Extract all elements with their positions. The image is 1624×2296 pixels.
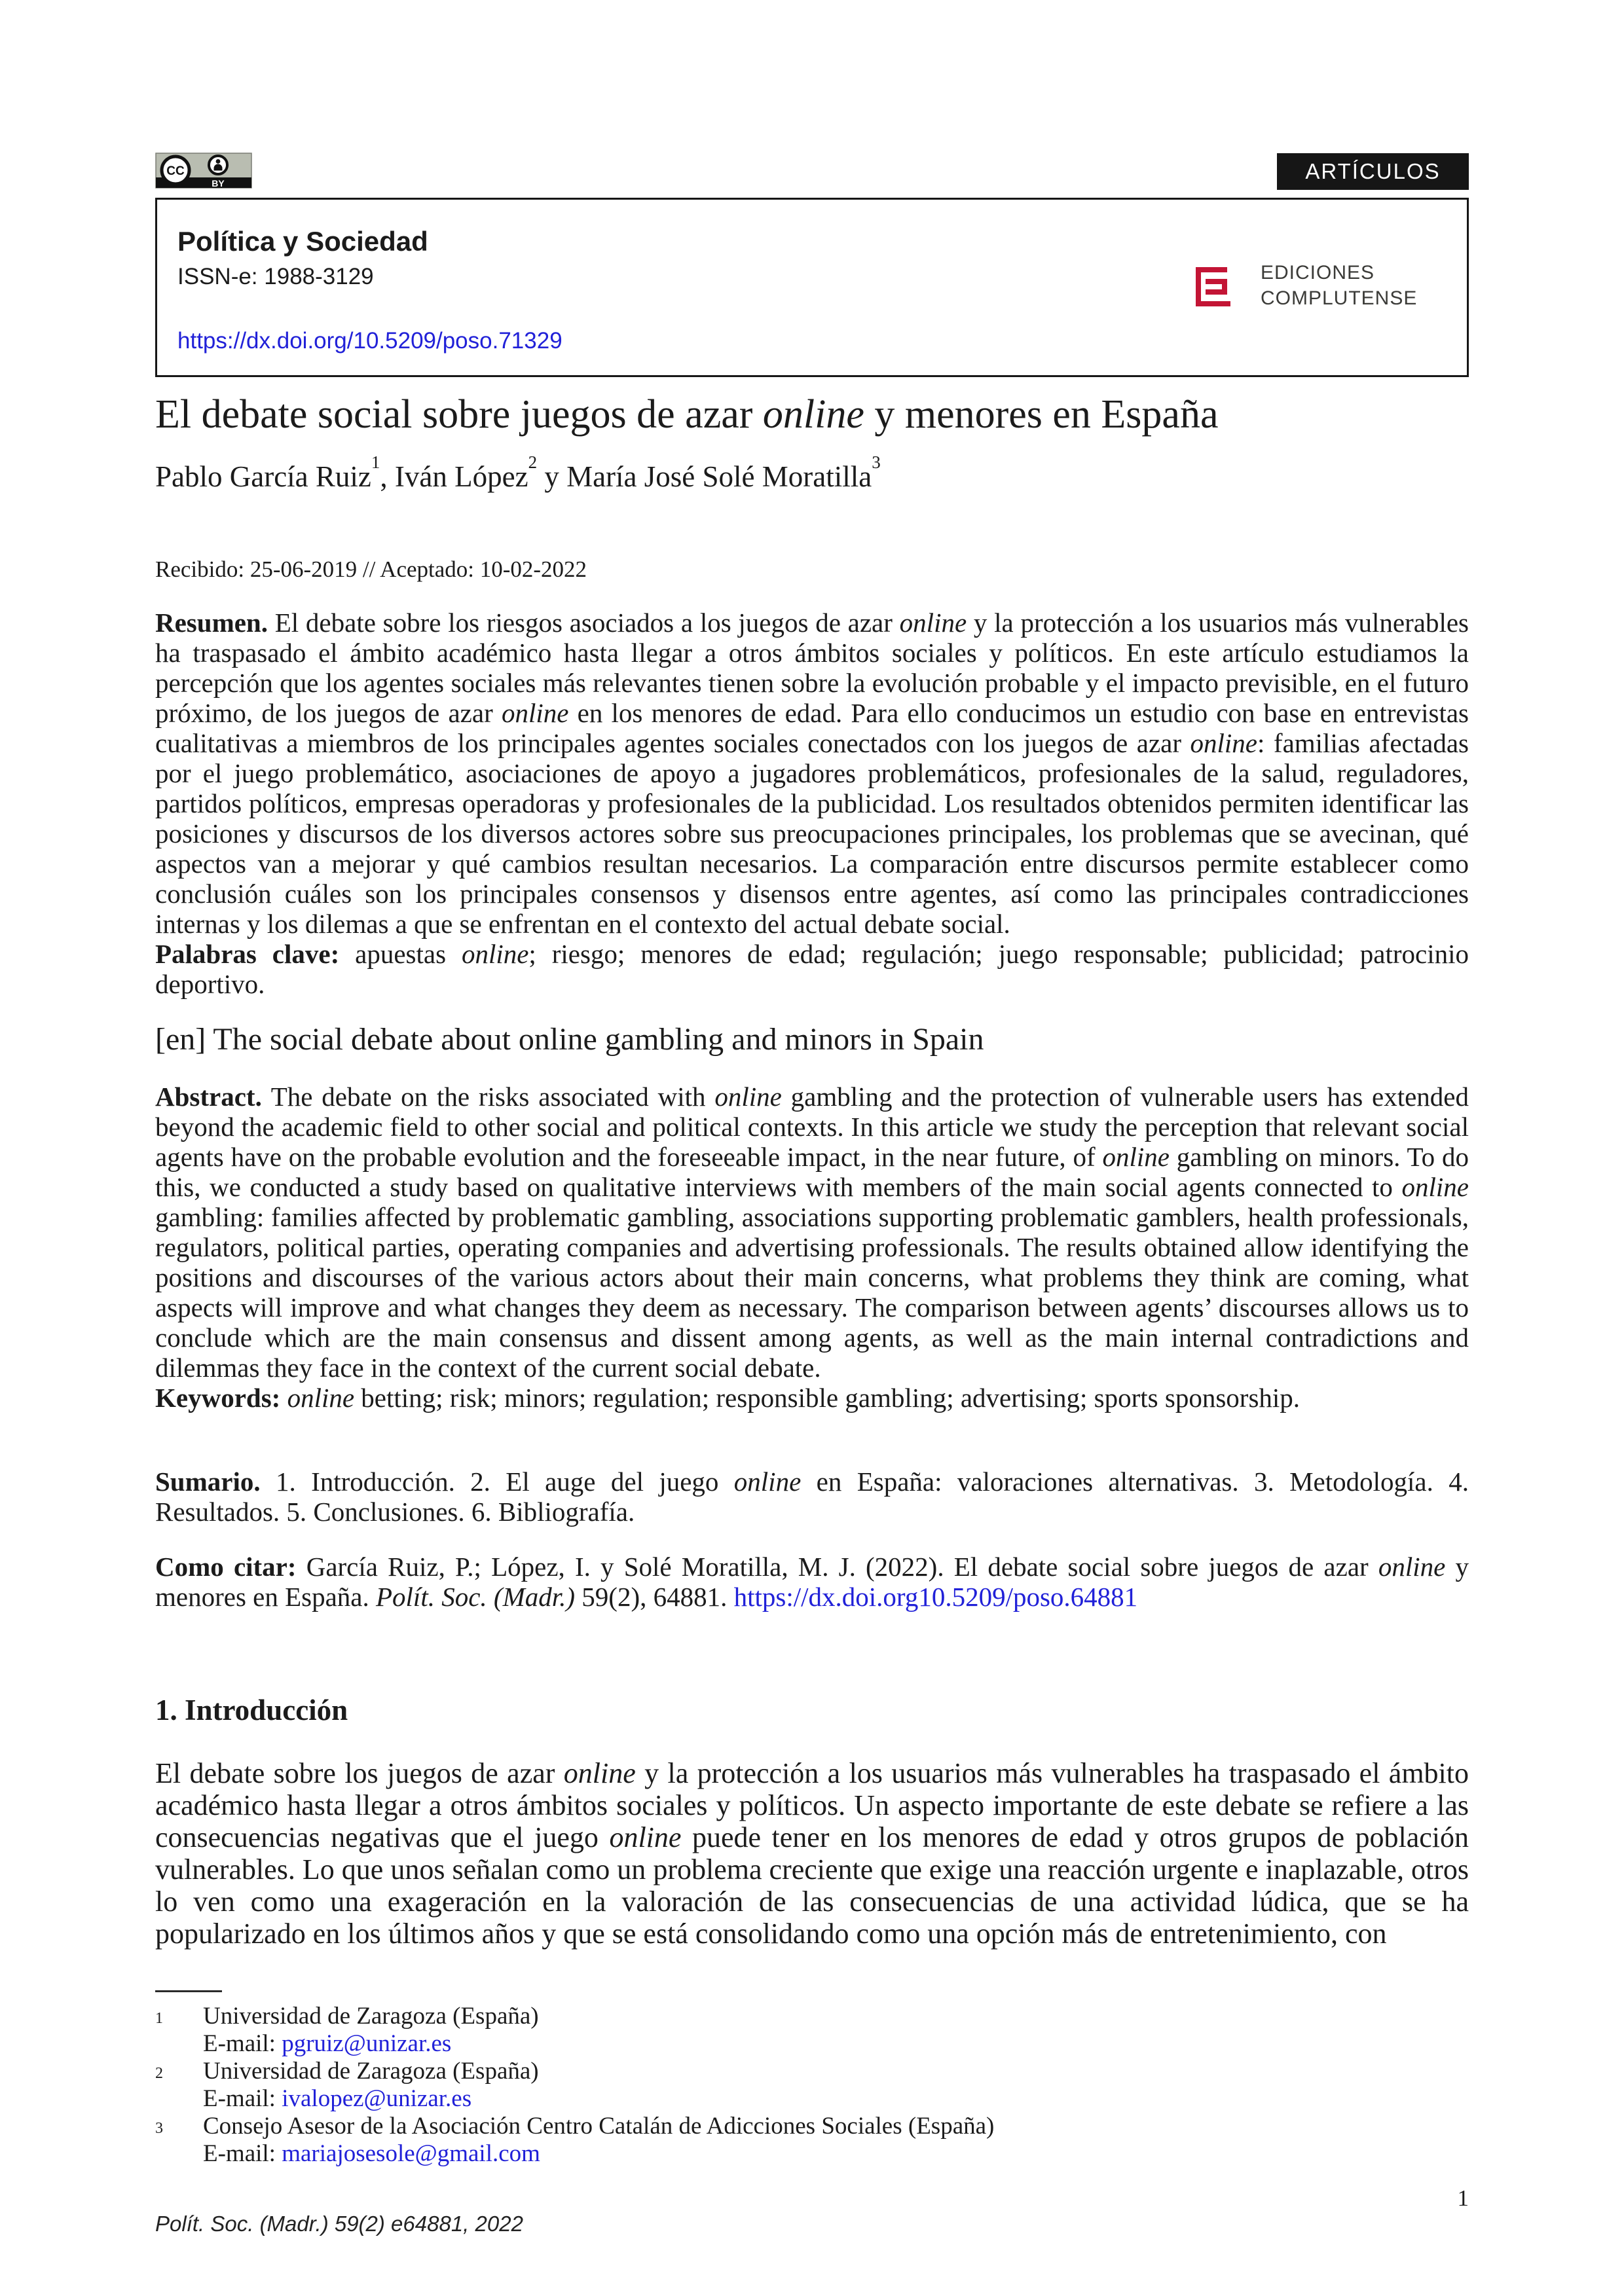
cc-by-license-badge[interactable] bbox=[155, 153, 252, 189]
footnote-2-body bbox=[203, 2058, 1469, 2113]
footnote-1-email-link[interactable]: pgruiz@unizar.es bbox=[282, 2030, 452, 2057]
footnote-2-affiliation: Universidad de Zaragoza (España) bbox=[203, 2058, 539, 2085]
article-doi-link[interactable]: https://dx.doi.org/10.5209/poso.71329 bbox=[177, 328, 563, 354]
keywords-en: Keywords: online betting; risk; minors; regulation; responsible gambling; advertising; sports sponsorship. bbox=[155, 1383, 1301, 1413]
keywords-es: Palabras clave: apuestas online; riesgo; menores de edad; regulación; juego responsable; publicidad; patrocinio deportivo. bbox=[155, 939, 1469, 999]
article-authors: Pablo García Ruiz$^1$, Iván López$^2$ y María José Solé Moratilla$^3$ bbox=[155, 452, 881, 493]
footnote-1-affiliation: Universidad de Zaragoza (España) bbox=[203, 2003, 539, 2030]
inline-link[interactable]: https://dx.doi.org10.5209/poso.64881 bbox=[733, 1582, 1138, 1612]
footnote-2-email-line bbox=[203, 2085, 1469, 2113]
footnote-3-number: 3 bbox=[155, 2120, 163, 2137]
article-title: El debate social sobre juegos de azar online y menores en España bbox=[155, 392, 1219, 437]
footnote-2-number: 2 bbox=[155, 2065, 163, 2082]
footnote-3-affiliation: Consejo Asesor de la Asociación Centro Catalán de Adicciones Sociales (España) bbox=[203, 2113, 995, 2140]
abstract-es-text: Resumen. El debate sobre los riesgos asociados a los juegos de azar online y la protección a los usuarios más vulnerables ha traspasado el ámbito académico hasta llegar a otros ámbitos sociales y políticos. En este artículo estudiamos la percepción que los agentes sociales más relevantes tienen sobre la evolución probable y el impacto previsible, en el futuro próximo, de los juegos de azar online en los menores de edad. Para ello conducimos un estudio con base en entrevistas cualitativas a miembros de los principales agentes sociales conectados con los juegos de azar online: familias afectadas por el juego problemático, asociaciones de apoyo a jugadores problemáticos, profesionales de la salud, reguladores, partidos políticos, empresas operadoras y profesionales de la publicidad. Los resultados obtenidos permiten identificar las posiciones y discursos de los diversos actores sobre sus preocupaciones principales, los problemas que se avecinan, qué aspectos van a mejorar y qué cambios resultan necesarios. La comparación entre discursos permite establecer como conclusión cuáles son los principales consensos y disensos entre agentes, así como las principales contradicciones internas y los dilemas a que se enfrentan en el contexto del actual debate social. bbox=[155, 608, 1469, 939]
journal-issn: ISSN-e: 1988-3129 bbox=[177, 264, 374, 289]
email-label: E-mail: bbox=[203, 2030, 282, 2057]
footnote-1 bbox=[155, 2003, 1469, 2058]
footnote-2 bbox=[155, 2058, 1469, 2113]
email-label: E-mail: bbox=[203, 2140, 282, 2167]
article-title-en: [en] The social debate about online gambling and minors in Spain bbox=[155, 1022, 984, 1057]
footnote-1-email-line bbox=[203, 2030, 1469, 2058]
footnotes-block bbox=[155, 1990, 1469, 2168]
journal-header-box bbox=[155, 198, 1469, 377]
section-1-paragraph: El debate sobre los juegos de azar online y la protección a los usuarios más vulnerables ha traspasado el ámbito académico hasta llegar a otros ámbitos sociales y políticos. Un aspecto importante de este debate se refiere a las consecuencias negativas que el juego online puede tener en los menores de edad y otros grupos de población vulnerables. Lo que unos señalan como un problema creciente que exige una reacción urgente e inaplazable, otros lo ven como una exageración en la valoración de las consecuencias de una actividad lúdica, que se ha popularizado en los últimos años y que se está consolidando como una opción más de entretenimiento, con bbox=[155, 1757, 1469, 1950]
journal-title: Política y Sociedad bbox=[177, 226, 428, 257]
page-number: 1 bbox=[1457, 2185, 1469, 2211]
journal-footer-citation: Polít. Soc. (Madr.) 59(2) e64881, 2022 bbox=[155, 2212, 523, 2236]
footnote-divider bbox=[155, 1990, 222, 1992]
publisher-line-2: COMPLUTENSE bbox=[1261, 287, 1418, 309]
how-to-cite: Como citar: García Ruiz, P.; López, I. y Solé Moratilla, M. J. (2022). El debate social sobre juegos de azar online y menores en España. Polít. Soc. (Madr.) 59(2), 64881. https://dx.doi.org10.5209/poso.64881 bbox=[155, 1552, 1469, 1612]
cc-by-icon bbox=[155, 153, 252, 189]
publisher-name bbox=[1261, 260, 1417, 311]
svg-text:CC: CC bbox=[166, 164, 185, 178]
section-badge-label: ARTÍCULOS bbox=[1305, 159, 1441, 183]
abstract-en-block bbox=[155, 1082, 1469, 1413]
footnote-3-email-link[interactable]: mariajosesole@gmail.com bbox=[282, 2140, 540, 2167]
section-badge-articulos bbox=[1277, 153, 1469, 190]
summary-toc: Sumario. 1. Introducción. 2. El auge del juego online en España: valoraciones alternativas. 3. Metodología. 4. Resultados. 5. Conclusiones. 6. Bibliografía. bbox=[155, 1467, 1469, 1527]
footnote-3 bbox=[155, 2113, 1469, 2168]
footnote-2-email-link[interactable]: ivalopez@unizar.es bbox=[282, 2085, 472, 2112]
footnote-3-body bbox=[203, 2113, 1469, 2168]
publisher-line-1: EDICIONES bbox=[1261, 262, 1375, 283]
section-1-heading: 1. Introducción bbox=[155, 1694, 348, 1726]
abstract-en-text: Abstract. The debate on the risks associated with online gambling and the protection of vulnerable users has extended beyond the academic field to other social and political contexts. In this article we study the perception that relevant social agents have on the probable evolution and the foreseeable impact, in the near future, of online gambling on minors. To do this, we conducted a study based on qualitative interviews with members of the main social agents connected to online gambling: families affected by problematic gambling, associations supporting problematic gamblers, health professionals, regulators, political parties, operating companies and advertising professionals. The results obtained allow identifying the positions and discourses of the various actors about their main concerns, what problems they think are coming, what aspects will improve and what changes they deem as necessary. The comparison between agents’ discourses allows us to conclude which are the main consensus and dissent among agents, as well as the main internal contradictions and dilemmas they face in the context of the current social debate. bbox=[155, 1082, 1469, 1383]
cc-by-label: BY bbox=[212, 178, 225, 189]
abstract-es-block bbox=[155, 608, 1469, 999]
received-accepted-dates: Recibido: 25-06-2019 // Aceptado: 10-02-2022 bbox=[155, 556, 587, 582]
ediciones-complutense-logo-icon bbox=[1193, 265, 1238, 308]
footnote-3-email-line bbox=[203, 2140, 1469, 2168]
email-label: E-mail: bbox=[203, 2085, 282, 2112]
footnote-1-body bbox=[203, 2003, 1469, 2058]
footnote-1-number: 1 bbox=[155, 2010, 163, 2027]
